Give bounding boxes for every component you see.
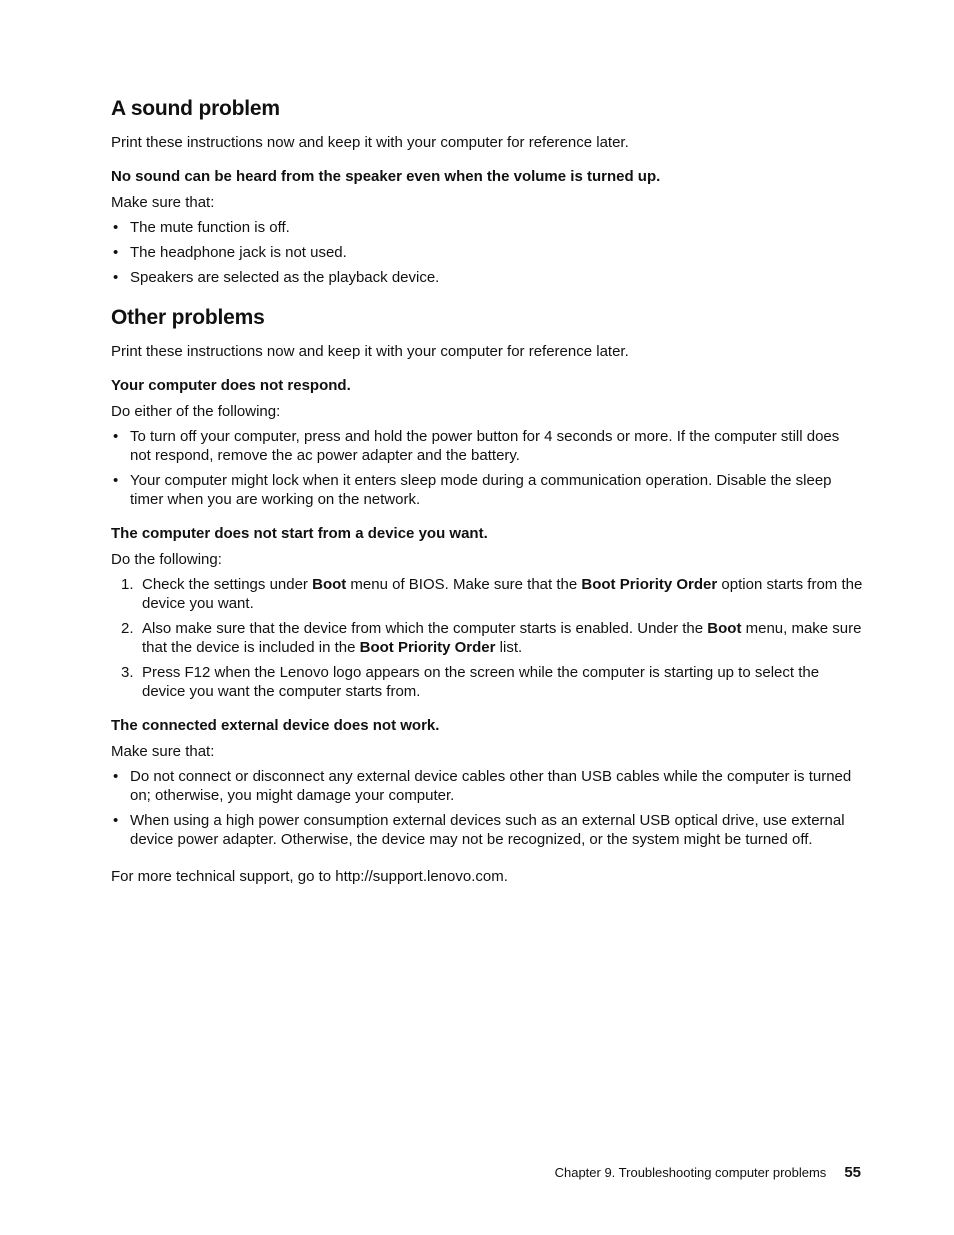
external-device-list <box>111 767 863 849</box>
step-number: 1. <box>121 576 134 593</box>
step-text: Press F12 when the Lenovo logo appears on the screen while the computer is starting up to select the device you want the computer starts from. <box>142 664 820 700</box>
step-text: menu, make sure that the device is included in the <box>142 620 862 656</box>
step-text: list. <box>495 639 523 656</box>
step-text: Check the settings under <box>142 576 313 593</box>
step-bold-boot-priority: Boot Priority Order <box>359 639 496 656</box>
step-text: menu of BIOS. Make sure that the <box>346 576 582 593</box>
sound-intro: Print these instructions now and keep it with your computer for reference later. <box>111 134 629 151</box>
heading-other-problems: Other problems <box>111 306 265 329</box>
support-note: For more technical support, go to http://support.lenovo.com. <box>111 868 508 885</box>
sound-question: No sound can be heard from the speaker even when the volume is turned up. <box>111 168 661 185</box>
sound-lead: Make sure that: <box>111 194 215 211</box>
step-bold-boot: Boot <box>707 620 742 637</box>
question-start-device: The computer does not start from a device you want. <box>111 525 488 542</box>
start-device-steps <box>111 575 863 701</box>
heading-sound-problem: A sound problem <box>111 97 280 120</box>
other-intro: Print these instructions now and keep it with your computer for reference later. <box>111 343 629 360</box>
page-content <box>111 95 863 886</box>
lead-do-following: Do the following: <box>111 551 222 568</box>
step-item <box>111 575 863 613</box>
chapter-title: Chapter 9. Troubleshooting computer problems <box>554 1165 827 1180</box>
step-text: Also make sure that the device from which the computer starts is enabled. Under the <box>142 620 708 637</box>
step-bold-boot: Boot <box>312 576 347 593</box>
step-number: 3. <box>121 664 134 681</box>
not-respond-list <box>111 427 863 509</box>
sound-checklist <box>111 218 863 287</box>
list-item: • Your computer might lock when it enters sleep mode during a communication operation. Disable the sleep timer when you are working on the network. <box>111 471 863 509</box>
page-number: 55 <box>844 1164 861 1181</box>
list-item: • When using a high power consumption external devices such as an external USB optical drive, use external device power adapter. Otherwise, the device may not be recognized, or the system might be turned off. <box>111 811 863 849</box>
page-footer <box>555 1164 861 1181</box>
step-item <box>111 619 863 657</box>
list-item: • The headphone jack is not used. <box>111 243 863 262</box>
lead-make-sure: Make sure that: <box>111 743 215 760</box>
list-item: • The mute function is off. <box>111 218 863 237</box>
list-item: • Speakers are selected as the playback device. <box>111 268 863 287</box>
lead-either: Do either of the following: <box>111 403 281 420</box>
step-item <box>111 663 863 701</box>
step-bold-boot-priority: Boot Priority Order <box>581 576 718 593</box>
step-number: 2. <box>121 620 134 637</box>
question-external-device: The connected external device does not work. <box>111 717 440 734</box>
step-text: option starts from the device you want. <box>142 576 863 612</box>
list-item: • To turn off your computer, press and hold the power button for 4 seconds or more. If the computer still does not respond, remove the ac power adapter and the battery. <box>111 427 863 465</box>
list-item: • Do not connect or disconnect any external device cables other than USB cables while the computer is turned on; otherwise, you might damage your computer. <box>111 767 863 805</box>
question-not-respond: Your computer does not respond. <box>111 377 351 394</box>
